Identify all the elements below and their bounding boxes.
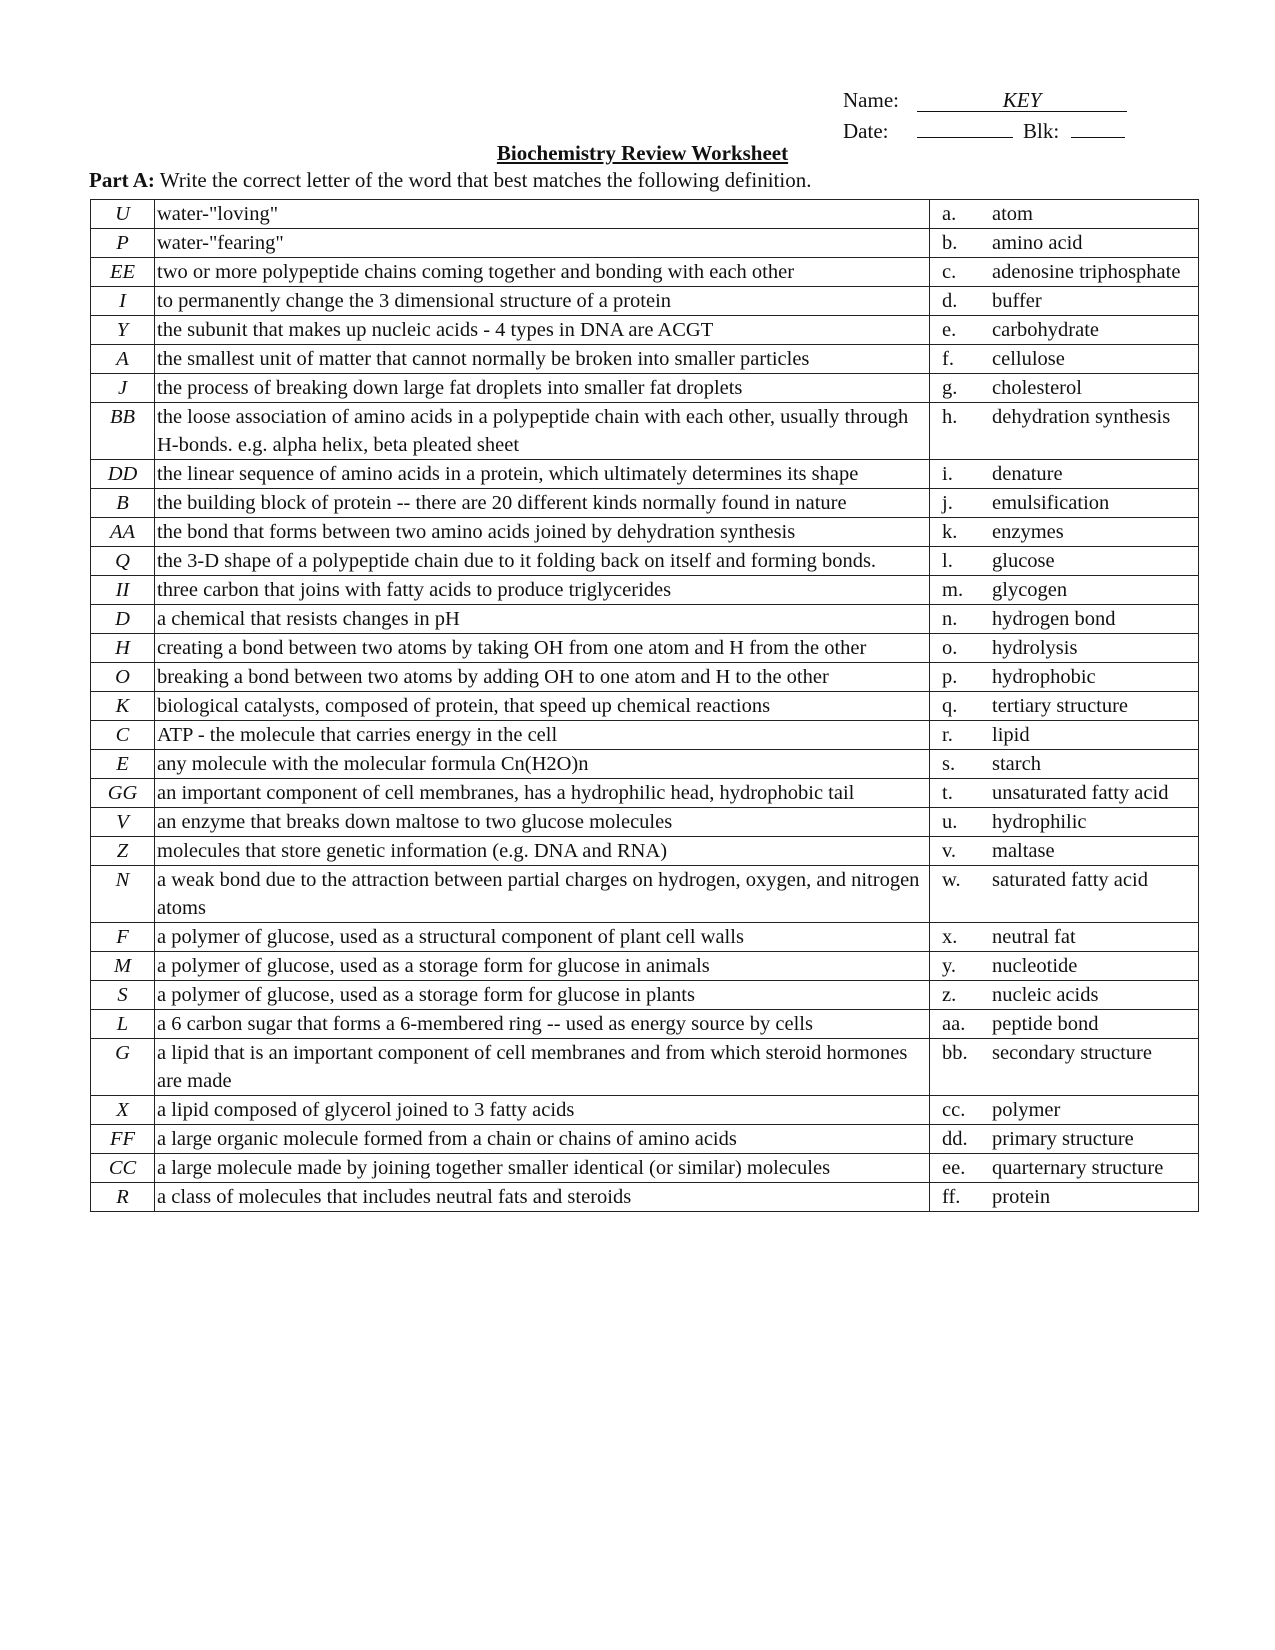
definition-cell: a class of molecules that includes neutral fats and steroids bbox=[155, 1183, 930, 1212]
option-word: cellulose bbox=[992, 348, 1065, 370]
table-row bbox=[91, 837, 1199, 866]
table-row bbox=[91, 952, 1199, 981]
option-letter: r. bbox=[942, 724, 953, 746]
table-row bbox=[91, 866, 1199, 923]
definition-cell: water-"loving" bbox=[155, 200, 930, 229]
option-cell bbox=[930, 663, 1199, 692]
option-letter: o. bbox=[942, 637, 958, 659]
option-letter: h. bbox=[942, 406, 958, 428]
option-letter: l. bbox=[942, 550, 953, 572]
option-letter: dd. bbox=[942, 1128, 968, 1150]
definition-cell: a polymer of glucose, used as a structural component of plant cell walls bbox=[155, 923, 930, 952]
answer-cell[interactable]: K bbox=[91, 692, 155, 721]
option-letter: q. bbox=[942, 695, 958, 717]
option-word: lipid bbox=[992, 724, 1030, 746]
option-word: amino acid bbox=[992, 232, 1083, 254]
option-word: denature bbox=[992, 463, 1063, 485]
table-row bbox=[91, 258, 1199, 287]
table-row bbox=[91, 721, 1199, 750]
option-letter: n. bbox=[942, 608, 958, 630]
answer-cell[interactable]: L bbox=[91, 1010, 155, 1039]
answer-cell[interactable]: FF bbox=[91, 1125, 155, 1154]
blk-label: Blk: bbox=[1023, 119, 1060, 143]
option-letter: d. bbox=[942, 290, 958, 312]
option-cell bbox=[930, 952, 1199, 981]
option-word: glucose bbox=[992, 550, 1055, 572]
part-label: Part A: bbox=[89, 168, 155, 192]
option-word: buffer bbox=[992, 290, 1042, 312]
answer-cell[interactable]: O bbox=[91, 663, 155, 692]
option-cell bbox=[930, 1154, 1199, 1183]
option-cell bbox=[930, 1183, 1199, 1212]
answer-cell[interactable]: AA bbox=[91, 518, 155, 547]
definition-cell: a lipid composed of glycerol joined to 3 fatty acids bbox=[155, 1096, 930, 1125]
option-word: atom bbox=[992, 203, 1033, 225]
definition-cell: a polymer of glucose, used as a storage form for glucose in animals bbox=[155, 952, 930, 981]
option-letter: e. bbox=[942, 319, 957, 341]
definition-cell: breaking a bond between two atoms by adding OH to one atom and H to the other bbox=[155, 663, 930, 692]
date-label: Date: bbox=[843, 119, 889, 143]
answer-cell[interactable]: A bbox=[91, 345, 155, 374]
option-word: saturated fatty acid bbox=[992, 869, 1148, 891]
definition-cell: molecules that store genetic information (e.g. DNA and RNA) bbox=[155, 837, 930, 866]
option-letter: a. bbox=[942, 203, 957, 225]
option-cell bbox=[930, 374, 1199, 403]
option-word: nucleotide bbox=[992, 955, 1078, 977]
option-letter: t. bbox=[942, 782, 953, 804]
definition-cell: the smallest unit of matter that cannot normally be broken into smaller particles bbox=[155, 345, 930, 374]
option-letter: u. bbox=[942, 811, 958, 833]
option-cell bbox=[930, 200, 1199, 229]
definition-cell: a 6 carbon sugar that forms a 6-membered ring -- used as energy source by cells bbox=[155, 1010, 930, 1039]
option-word: neutral fat bbox=[992, 926, 1076, 948]
option-cell bbox=[930, 1010, 1199, 1039]
answer-cell[interactable]: J bbox=[91, 374, 155, 403]
option-word: hydrophobic bbox=[992, 666, 1096, 688]
option-cell bbox=[930, 923, 1199, 952]
name-line bbox=[843, 86, 1188, 115]
option-cell bbox=[930, 287, 1199, 316]
table-row bbox=[91, 808, 1199, 837]
instructions-text: Write the correct letter of the word that best matches the following definition. bbox=[159, 168, 812, 192]
definition-cell: the linear sequence of amino acids in a protein, which ultimately determines its shape bbox=[155, 460, 930, 489]
table-row bbox=[91, 518, 1199, 547]
option-cell bbox=[930, 576, 1199, 605]
option-word: enzymes bbox=[992, 521, 1064, 543]
option-word: hydrolysis bbox=[992, 637, 1078, 659]
answer-cell[interactable]: E bbox=[91, 750, 155, 779]
table-row bbox=[91, 1010, 1199, 1039]
table-row bbox=[91, 547, 1199, 576]
definition-cell: an enzyme that breaks down maltose to two glucose molecules bbox=[155, 808, 930, 837]
definition-cell: biological catalysts, composed of protein, that speed up chemical reactions bbox=[155, 692, 930, 721]
table-row bbox=[91, 981, 1199, 1010]
table-row bbox=[91, 779, 1199, 808]
option-cell bbox=[930, 605, 1199, 634]
table-row bbox=[91, 605, 1199, 634]
definition-cell: a lipid that is an important component of cell membranes and from which steroid hormones are made bbox=[155, 1039, 930, 1096]
option-word: polymer bbox=[992, 1099, 1061, 1121]
answer-cell[interactable]: EE bbox=[91, 258, 155, 287]
option-letter: b. bbox=[942, 232, 958, 254]
option-letter: c. bbox=[942, 261, 957, 283]
matching-table bbox=[90, 199, 1199, 1212]
option-word: dehydration synthesis bbox=[992, 406, 1171, 428]
worksheet-title: Biochemistry Review Worksheet bbox=[496, 141, 789, 165]
option-word: hydrophilic bbox=[992, 811, 1087, 833]
answer-cell[interactable]: B bbox=[91, 489, 155, 518]
option-cell bbox=[930, 779, 1199, 808]
blk-field[interactable] bbox=[1071, 115, 1125, 138]
option-cell bbox=[930, 258, 1199, 287]
option-letter: y. bbox=[942, 955, 957, 977]
option-cell bbox=[930, 547, 1199, 576]
option-letter: cc. bbox=[942, 1099, 966, 1121]
definition-cell: an important component of cell membranes, has a hydrophilic head, hydrophobic tail bbox=[155, 779, 930, 808]
definition-cell: any molecule with the molecular formula Cn(H2O)n bbox=[155, 750, 930, 779]
answer-cell[interactable]: V bbox=[91, 808, 155, 837]
table-row bbox=[91, 374, 1199, 403]
table-row bbox=[91, 287, 1199, 316]
definition-cell: ATP - the molecule that carries energy in the cell bbox=[155, 721, 930, 750]
option-word: starch bbox=[992, 753, 1041, 775]
table-row bbox=[91, 345, 1199, 374]
answer-cell[interactable]: N bbox=[91, 866, 155, 923]
definition-cell: creating a bond between two atoms by taking OH from one atom and H from the other bbox=[155, 634, 930, 663]
answer-cell[interactable]: C bbox=[91, 721, 155, 750]
definition-cell: a large molecule made by joining together smaller identical (or similar) molecules bbox=[155, 1154, 930, 1183]
answer-cell[interactable]: GG bbox=[91, 779, 155, 808]
option-cell bbox=[930, 229, 1199, 258]
option-word: emulsification bbox=[992, 492, 1110, 514]
answer-cell[interactable]: G bbox=[91, 1039, 155, 1096]
option-word: adenosine triphosphate bbox=[992, 261, 1181, 283]
option-word: secondary structure bbox=[992, 1042, 1152, 1064]
name-field[interactable]: KEY bbox=[917, 89, 1127, 112]
option-word: quarternary structure bbox=[992, 1157, 1164, 1179]
option-letter: v. bbox=[942, 840, 957, 862]
table-row bbox=[91, 489, 1199, 518]
table-row bbox=[91, 200, 1199, 229]
option-letter: g. bbox=[942, 377, 958, 399]
option-letter: ff. bbox=[942, 1186, 961, 1208]
option-letter: z. bbox=[942, 984, 957, 1006]
answer-cell[interactable]: CC bbox=[91, 1154, 155, 1183]
answer-cell[interactable]: Y bbox=[91, 316, 155, 345]
table-row bbox=[91, 692, 1199, 721]
table-row bbox=[91, 403, 1199, 460]
answer-cell[interactable]: BB bbox=[91, 403, 155, 460]
option-cell bbox=[930, 837, 1199, 866]
option-cell bbox=[930, 981, 1199, 1010]
table-row bbox=[91, 634, 1199, 663]
option-letter: x. bbox=[942, 926, 958, 948]
option-cell bbox=[930, 1096, 1199, 1125]
option-cell bbox=[930, 634, 1199, 663]
table-row bbox=[91, 316, 1199, 345]
definition-cell: three carbon that joins with fatty acids to produce triglycerides bbox=[155, 576, 930, 605]
definition-cell: the bond that forms between two amino acids joined by dehydration synthesis bbox=[155, 518, 930, 547]
answer-cell[interactable]: P bbox=[91, 229, 155, 258]
answer-cell[interactable]: Q bbox=[91, 547, 155, 576]
definition-cell: the 3-D shape of a polypeptide chain due to it folding back on itself and forming bonds. bbox=[155, 547, 930, 576]
option-cell bbox=[930, 316, 1199, 345]
answer-cell[interactable]: X bbox=[91, 1096, 155, 1125]
option-letter: bb. bbox=[942, 1042, 968, 1064]
table-row bbox=[91, 1096, 1199, 1125]
option-letter: m. bbox=[942, 579, 964, 601]
option-word: glycogen bbox=[992, 579, 1068, 601]
answer-cell[interactable]: F bbox=[91, 923, 155, 952]
table-row bbox=[91, 663, 1199, 692]
option-word: hydrogen bond bbox=[992, 608, 1116, 630]
table-row bbox=[91, 923, 1199, 952]
option-cell bbox=[930, 345, 1199, 374]
answer-cell[interactable]: H bbox=[91, 634, 155, 663]
option-cell bbox=[930, 866, 1199, 923]
option-word: primary structure bbox=[992, 1128, 1134, 1150]
option-cell bbox=[930, 692, 1199, 721]
instructions bbox=[89, 168, 811, 193]
definition-cell: a large organic molecule formed from a chain or chains of amino acids bbox=[155, 1125, 930, 1154]
definition-cell: water-"fearing" bbox=[155, 229, 930, 258]
table-row bbox=[91, 229, 1199, 258]
answer-cell[interactable]: S bbox=[91, 981, 155, 1010]
definition-cell: to permanently change the 3 dimensional structure of a protein bbox=[155, 287, 930, 316]
definition-cell: the process of breaking down large fat droplets into smaller fat droplets bbox=[155, 374, 930, 403]
table-row bbox=[91, 1154, 1199, 1183]
answer-cell[interactable]: U bbox=[91, 200, 155, 229]
table-row bbox=[91, 750, 1199, 779]
option-cell bbox=[930, 750, 1199, 779]
option-cell bbox=[930, 721, 1199, 750]
option-cell bbox=[930, 489, 1199, 518]
option-cell bbox=[930, 1039, 1199, 1096]
option-letter: i. bbox=[942, 463, 953, 485]
option-word: cholesterol bbox=[992, 377, 1082, 399]
definition-cell: the subunit that makes up nucleic acids - 4 types in DNA are ACGT bbox=[155, 316, 930, 345]
answer-cell[interactable]: I bbox=[91, 287, 155, 316]
option-word: tertiary structure bbox=[992, 695, 1129, 717]
definition-cell: a chemical that resists changes in pH bbox=[155, 605, 930, 634]
option-letter: p. bbox=[942, 666, 958, 688]
definition-cell: a weak bond due to the attraction between partial charges on hydrogen, oxygen, and nitrogen atoms bbox=[155, 866, 930, 923]
date-field[interactable] bbox=[917, 115, 1013, 138]
table-row bbox=[91, 576, 1199, 605]
option-word: peptide bond bbox=[992, 1013, 1099, 1035]
answer-cell[interactable]: D bbox=[91, 605, 155, 634]
answer-cell[interactable]: R bbox=[91, 1183, 155, 1212]
option-cell bbox=[930, 1125, 1199, 1154]
option-cell bbox=[930, 808, 1199, 837]
option-letter: f. bbox=[942, 348, 954, 370]
option-letter: j. bbox=[942, 492, 953, 514]
table-row bbox=[91, 1183, 1199, 1212]
definition-cell: the loose association of amino acids in a polypeptide chain with each other, usually through H-bonds. e.g. alpha helix, beta pleated sheet bbox=[155, 403, 930, 460]
answer-cell[interactable]: II bbox=[91, 576, 155, 605]
student-info bbox=[843, 86, 1188, 146]
option-word: nucleic acids bbox=[992, 984, 1099, 1006]
option-letter: w. bbox=[942, 869, 961, 891]
answer-cell[interactable]: M bbox=[91, 952, 155, 981]
table-row bbox=[91, 460, 1199, 489]
option-letter: aa. bbox=[942, 1013, 966, 1035]
definition-cell: two or more polypeptide chains coming together and bonding with each other bbox=[155, 258, 930, 287]
table-row bbox=[91, 1125, 1199, 1154]
name-label: Name: bbox=[843, 88, 899, 112]
option-letter: ee. bbox=[942, 1157, 966, 1179]
option-word: protein bbox=[992, 1186, 1051, 1208]
definition-cell: the building block of protein -- there are 20 different kinds normally found in nature bbox=[155, 489, 930, 518]
option-cell bbox=[930, 460, 1199, 489]
option-word: unsaturated fatty acid bbox=[992, 782, 1169, 804]
table-row bbox=[91, 1039, 1199, 1096]
answer-cell[interactable]: Z bbox=[91, 837, 155, 866]
option-letter: s. bbox=[942, 753, 956, 775]
option-word: carbohydrate bbox=[992, 319, 1099, 341]
option-word: maltase bbox=[992, 840, 1055, 862]
option-cell bbox=[930, 518, 1199, 547]
answer-cell[interactable]: DD bbox=[91, 460, 155, 489]
definition-cell: a polymer of glucose, used as a storage form for glucose in plants bbox=[155, 981, 930, 1010]
option-cell bbox=[930, 403, 1199, 460]
option-letter: k. bbox=[942, 521, 958, 543]
